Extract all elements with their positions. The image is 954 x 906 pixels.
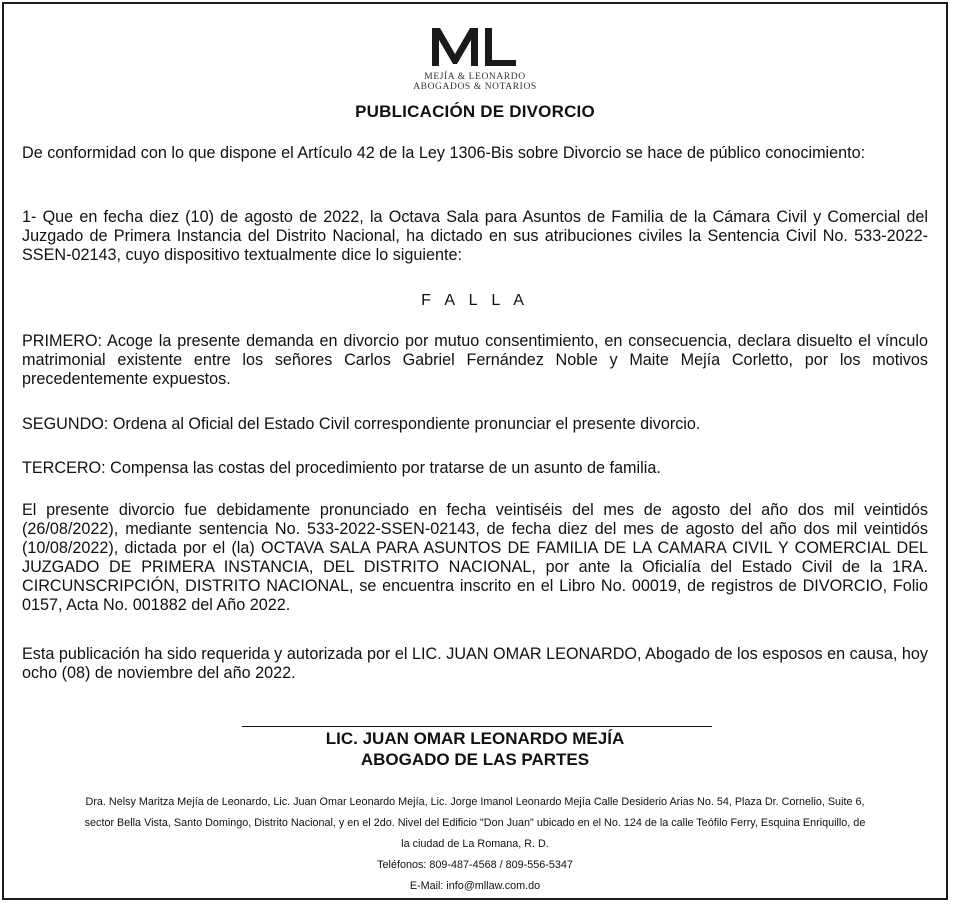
ml-monogram-logo	[430, 24, 520, 68]
signature-role: ABOGADO DE LAS PARTES	[360, 750, 590, 769]
document-title: PUBLICACIÓN DE DIVORCIO	[355, 102, 595, 121]
logo-firm-subtitle: ABOGADOS & NOTARIOS	[413, 82, 537, 92]
segundo-paragraph: SEGUNDO: Ordena al Oficial del Estado Civil correspondiente pronunciar el presente divorcio.	[22, 415, 701, 433]
footer-email: E-Mail: info@mllaw.com.do	[409, 880, 541, 892]
falla-heading: F A L L A	[421, 292, 529, 309]
footer-address-line-2: sector Bella Vista, Santo Domingo, Distrito Nacional, y en el 2do. Nivel del Edificio "Don Juan" ubicado en el No. 124 de la calle Teófilo Ferry, Esquina Enriquillo, de	[84, 817, 866, 829]
primero-paragraph: PRIMERO: Acoge la presente demanda en divorcio por mutuo consentimiento, en consecuencia, declara disuelto el vínculo matrimonial existente entre los señores Carlos Gabriel Fernández Noble y Maite Mejía Corletto, por los motivos precedentemente expuestos.	[22, 332, 928, 388]
firm-logo	[4, 24, 946, 92]
signature-name: LIC. JUAN OMAR LEONARDO MEJÍA	[325, 729, 625, 748]
tercero-paragraph: TERCERO: Compensa las costas del procedimiento por tratarse de un asunto de familia.	[22, 459, 661, 477]
footer-address-line-3: la ciudad de La Romana, R. D.	[401, 838, 549, 850]
pronunciamiento-paragraph: El presente divorcio fue debidamente pronunciado en fecha veintiséis del mes de agosto del año dos mil veintidós (26/08/2022), mediante sentencia No. 533-2022-SSEN-02143, de fecha diez del mes de agosto del año dos mil veintidós (10/08/2022), dictada por el (la) OCTAVA SALA PARA ASUNTOS DE FAMILIA DE LA CAMARA CIVIL Y COMERCIAL DEL JUZGADO DE PRIMERA INSTANCIA, DEL DISTRITO NACIONAL, por ante la Oficialía del Estado Civil de la 1RA. CIRCUNSCRIPCIÓN, DISTRITO NACIONAL, se encuentra inscrito en el Libro No. 00019, de registros de DIVORCIO, Folio 0157, Acta No. 001882 del Año 2022.	[22, 501, 928, 614]
footer-phones: Teléfonos: 809-487-4568 / 809-556-5347	[377, 859, 573, 871]
autorizacion-paragraph: Esta publicación ha sido requerida y autorizada por el LIC. JUAN OMAR LEONARDO, Abogado de los esposos en causa, hoy ocho (08) de noviembre del año 2022.	[22, 645, 928, 682]
footer-address-line-1: Dra. Nelsy Maritza Mejía de Leonardo, Lic. Juan Omar Leonardo Mejía, Lic. Jorge Imanol Leonardo Mejía Calle Desiderio Arias No. 54, Plaza Dr. Cornelio, Suite 6,	[85, 796, 865, 808]
signature-line	[242, 726, 712, 727]
logo-firm-name: MEJÍA & LEONARDO	[424, 72, 526, 82]
item1-paragraph: 1- Que en fecha diez (10) de agosto de 2022, la Octava Sala para Asuntos de Familia de la Cámara Civil y Comercial del Juzgado de Primera Instancia del Distrito Nacional, ha dictado en sus atribuciones civiles la Sentencia Civil No. 533-2022-SSEN-02143, cuyo dispositivo textualmente dice lo siguiente:	[22, 208, 928, 264]
publication-page	[2, 2, 948, 900]
intro-paragraph: De conformidad con lo que dispone el Artículo 42 de la Ley 1306-Bis sobre Divorcio se hace de público conocimiento:	[22, 144, 866, 162]
